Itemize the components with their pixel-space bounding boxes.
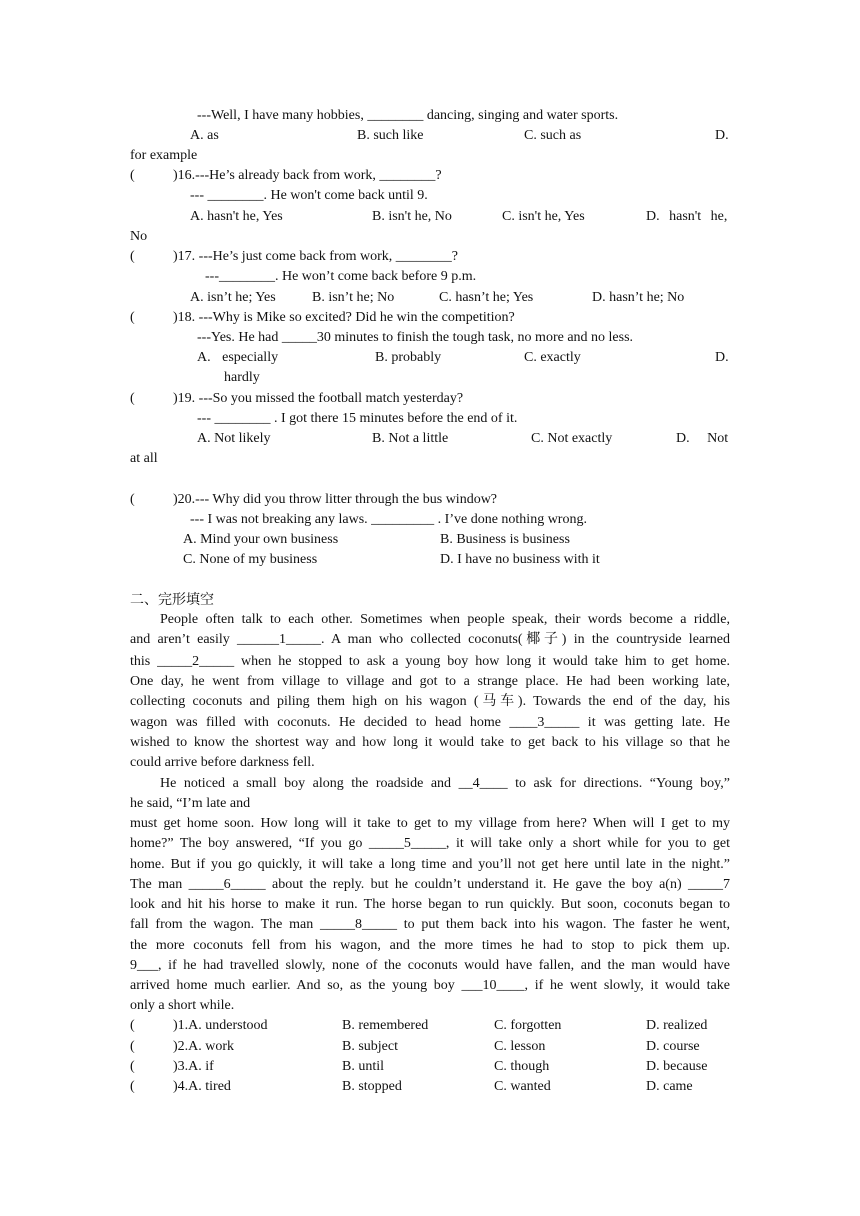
- cloze-q4-opt-d: D. came: [646, 1079, 693, 1094]
- passage-p1-line: People often talk to each other. Sometimes when people speak, their words become a riddle,: [160, 612, 730, 627]
- q17-response: ---________. He won’t come back before 9 p.m.: [205, 269, 477, 284]
- q18-opt-d-wrap: hardly: [224, 370, 260, 385]
- q19-opt-c: C. Not exactly: [531, 431, 613, 446]
- cloze-q2-opt-d: D. course: [646, 1039, 700, 1054]
- passage-p2-line: the more coconuts fell from his wagon, and the more times he had to stop to pick them up.: [130, 938, 730, 953]
- q20-opt-c: C. None of my business: [183, 552, 318, 567]
- q18-opt-d: D.: [715, 350, 729, 365]
- passage-p2-line: home. But if you go quickly, it will take a long time and you’ll not get here until late in the night.”: [130, 857, 730, 872]
- passage-p2-line: 9___, if he had travelled slowly, none of the coconuts would have fallen, and the man would have: [130, 958, 730, 973]
- passage-p1-line: could arrive before darkness fell.: [130, 755, 315, 770]
- cloze-q3-opt-d: D. because: [646, 1059, 708, 1074]
- cloze-q4-opt-b: B. stopped: [342, 1079, 402, 1094]
- passage-p2-line: home?” The boy answered, “If you go _____5_____, it will take only a short while for you to get: [130, 836, 730, 851]
- q16-question: )16.---He’s already back from work, ________?: [173, 168, 442, 183]
- passage-p1-line: wished to know the shortest way and how long it would take to get back to his village so that he: [130, 735, 730, 750]
- q20-opt-a: A. Mind your own business: [183, 532, 339, 547]
- q18-paren: (: [130, 310, 135, 325]
- cloze-q4-opt-c: C. wanted: [494, 1079, 551, 1094]
- q15-opt-c: C. such as: [524, 128, 582, 143]
- cloze-q3-opt-a: )3.A. if: [173, 1059, 214, 1074]
- cloze-q3-opt-b: B. until: [342, 1059, 385, 1074]
- passage-p1-line: collecting coconuts and piling them high on his wagon (马车). Towards the end of the day, his: [130, 694, 730, 709]
- q20-response: --- I was not breaking any laws. _________ . I’ve done nothing wrong.: [190, 512, 587, 527]
- q17-question: )17. ---He’s just come back from work, ________?: [173, 249, 458, 264]
- cloze-q1-opt-a: )1.A. understood: [173, 1018, 268, 1033]
- q16-opt-d: D. hasn't he,: [646, 209, 728, 224]
- q18-opt-a: A. especially: [197, 350, 279, 365]
- passage-p2-line: must get home soon. How long will it take to get to my village from here? When will I get to my: [130, 816, 730, 831]
- q20-opt-b: B. Business is business: [440, 532, 570, 547]
- q18-opt-c: C. exactly: [524, 350, 581, 365]
- q15-line: ---Well, I have many hobbies, ________ dancing, singing and water sports.: [197, 108, 619, 123]
- passage-p2-line: arrived home much earlier. And so, as the young boy ___10____, if he went slowly, it would take: [130, 978, 730, 993]
- passage-p2-line: he said, “I’m late and: [130, 796, 251, 811]
- cloze-q3-paren: (: [130, 1059, 135, 1074]
- passage-p1-line: and aren’t easily ______1_____. A man who collected coconuts(椰子) in the countryside learned: [130, 632, 730, 647]
- q19-opt-b: B. Not a little: [372, 431, 449, 446]
- passage-p2-line: The man _____6_____ about the reply. but he couldn’t understand it. He gave the boy a(n) _____7: [130, 877, 730, 892]
- q18-question: )18. ---Why is Mike so excited? Did he win the competition?: [173, 310, 515, 325]
- cloze-q1-opt-d: D. realized: [646, 1018, 708, 1033]
- q16-opt-d-wrap: No: [130, 229, 148, 244]
- q20-paren: (: [130, 492, 135, 507]
- q20-opt-d: D. I have no business with it: [440, 552, 600, 567]
- q15-opt-a: A. as: [190, 128, 219, 143]
- section-heading-cloze: 二、完形填空: [130, 592, 214, 608]
- q17-opt-b: B. isn’t he; No: [312, 290, 395, 305]
- q19-question: )19. ---So you missed the football match yesterday?: [173, 391, 464, 406]
- q19-opt-d: D. Not: [676, 431, 729, 446]
- q16-opt-c: C. isn't he, Yes: [502, 209, 585, 224]
- passage-p1-line: wagon was filled with coconuts. He decided to head home ____3_____ it was getting late. He: [130, 715, 730, 730]
- q17-opt-a: A. isn’t he; Yes: [190, 290, 276, 305]
- cloze-q4-opt-a: )4.A. tired: [173, 1079, 231, 1094]
- cloze-q1-paren: (: [130, 1018, 135, 1033]
- cloze-q2-opt-a: )2.A. work: [173, 1039, 235, 1054]
- passage-p2-line: He noticed a small boy along the roadside and __4____ to ask for directions. “Young boy,”: [160, 776, 730, 791]
- q15-opt-b: B. such like: [357, 128, 424, 143]
- passage-p2-line: only a short while.: [130, 998, 235, 1013]
- q19-response: --- ________ . I got there 15 minutes before the end of it.: [197, 411, 518, 426]
- cloze-q1-opt-b: B. remembered: [342, 1018, 429, 1033]
- q17-opt-d: D. hasn’t he; No: [592, 290, 685, 305]
- q16-paren: (: [130, 168, 135, 183]
- q15-opt-d: D.: [715, 128, 729, 143]
- q19-opt-a: A. Not likely: [197, 431, 271, 446]
- q18-response: ---Yes. He had _____30 minutes to finish the tough task, no more and no less.: [197, 330, 634, 345]
- q19-opt-d-wrap: at all: [130, 451, 158, 466]
- q16-response: --- ________. He won't come back until 9.: [190, 188, 428, 203]
- passage-p2-line: fall from the wagon. The man _____8_____ to put them back into his wagon. The faster he went,: [130, 917, 730, 932]
- passage-p1-line: One day, he went from village to village and got to a strange place. He had been working late,: [130, 674, 730, 689]
- cloze-q2-opt-b: B. subject: [342, 1039, 398, 1054]
- q17-paren: (: [130, 249, 135, 264]
- cloze-q4-paren: (: [130, 1079, 135, 1094]
- q20-question: )20.--- Why did you throw litter through the bus window?: [173, 492, 498, 507]
- q16-opt-b: B. isn't he, No: [372, 209, 452, 224]
- q18-opt-b: B. probably: [375, 350, 442, 365]
- q19-paren: (: [130, 391, 135, 406]
- cloze-q1-opt-c: C. forgotten: [494, 1018, 562, 1033]
- cloze-q2-paren: (: [130, 1039, 135, 1054]
- q16-opt-a: A. hasn't he, Yes: [190, 209, 283, 224]
- q17-opt-c: C. hasn’t he; Yes: [439, 290, 534, 305]
- q15-opt-d-wrap: for example: [130, 148, 198, 163]
- passage-p2-line: look and hit his horse to make it run. The horse began to run quickly. But soon, coconuts began to: [130, 897, 730, 912]
- passage-p1-line: this _____2_____ when he stopped to ask a young boy how long it would take him to get home.: [130, 654, 730, 669]
- cloze-q2-opt-c: C. lesson: [494, 1039, 546, 1054]
- cloze-q3-opt-c: C. though: [494, 1059, 550, 1074]
